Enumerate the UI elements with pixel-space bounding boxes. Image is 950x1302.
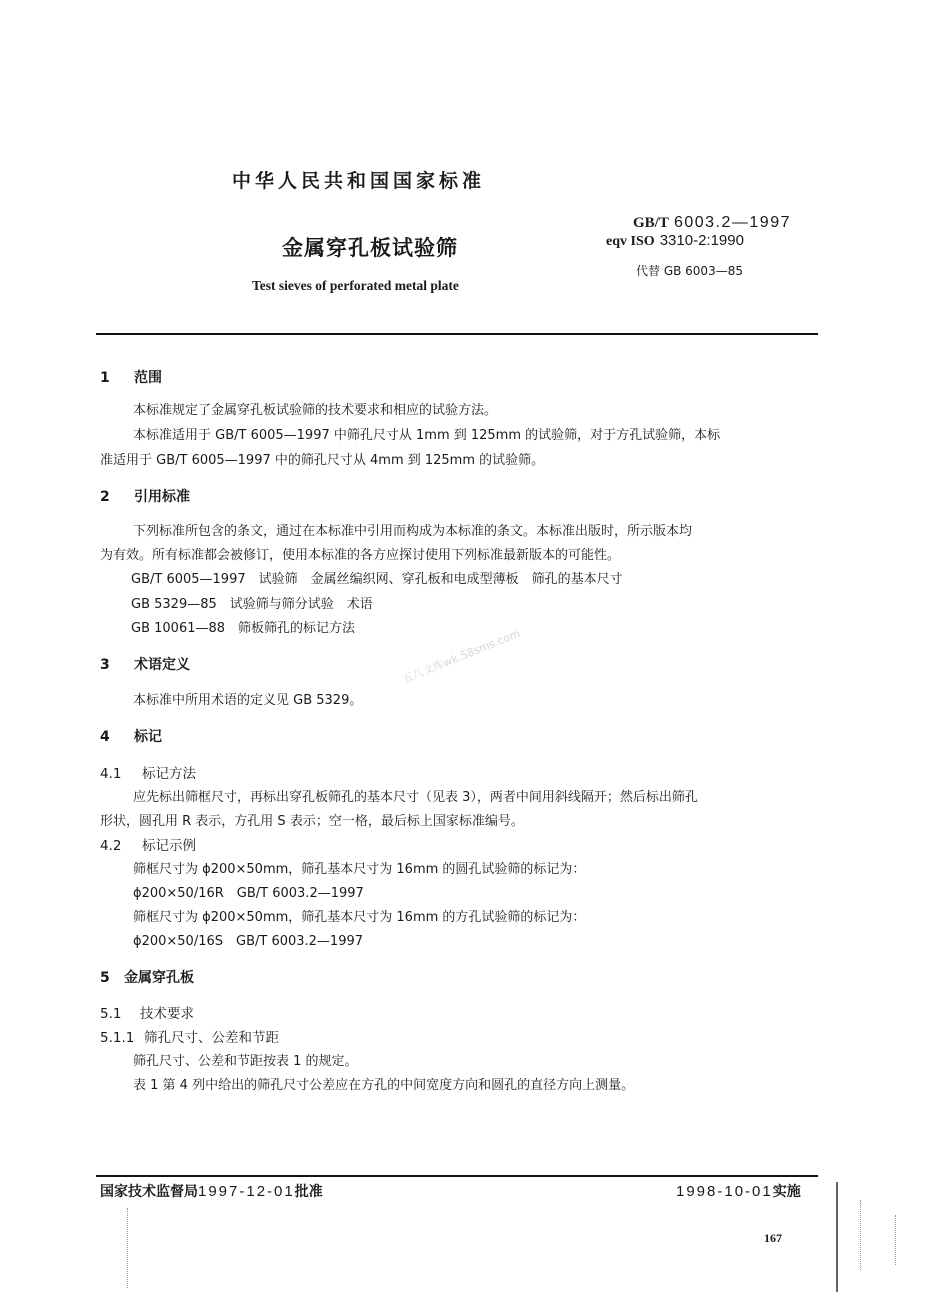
section-1-para-1: 本标准规定了金属穿孔板试验筛的技术要求和相应的试验方法。	[133, 403, 498, 418]
footer-rule	[96, 1175, 818, 1177]
section-2-heading	[100, 486, 190, 506]
section-1-para-2-line-2: 准适用于 GB/T 6005—1997 中的筛孔尺寸从 4mm 到 125mm 的试验筛。	[100, 453, 545, 468]
section-2-para-line-1: 下列标准所包含的条文，通过在本标准中引用而构成为本标准的条文。本标准出版时，所示版本均	[133, 524, 693, 539]
subsection-5-1-number: 5.1	[100, 1006, 122, 1022]
subsection-5-1-heading	[100, 1002, 194, 1022]
example-2-marking: ϕ200×50/16S GB/T 6003.2—1997	[133, 934, 364, 949]
subsection-4-1-heading	[100, 762, 196, 782]
section-1-heading	[100, 367, 162, 387]
subsection-4-1-para-line-2: 形状，圆孔用 R 表示，方孔用 S 表示；空一格，最后标上国家标准编号。	[100, 814, 524, 829]
scan-edge-line	[836, 1182, 838, 1292]
subsection-4-2-heading	[100, 834, 196, 854]
section-2-para-line-2: 为有效。所有标准都会被修订，使用本标准的各方应探讨使用下列标准最新版本的可能性。	[100, 548, 621, 563]
effective-line	[676, 1181, 801, 1201]
section-1-title: 范围	[134, 370, 162, 386]
section-4-heading	[100, 726, 162, 746]
effective-suffix: 实施	[772, 1184, 801, 1200]
section-3-heading	[100, 654, 190, 674]
scan-dotted-line	[127, 1208, 128, 1288]
effective-date: 1998-10-01	[676, 1183, 773, 1200]
approval-date: 1997-12-01	[198, 1183, 295, 1200]
section-1-number: 1	[100, 370, 110, 386]
reference-item: GB 5329—85 试验筛与筛分试验 术语	[131, 597, 373, 612]
subsection-4-1-number: 4.1	[100, 766, 122, 782]
eqv-number: 3310-2:1990	[659, 232, 744, 249]
section-5-heading	[100, 967, 194, 987]
document-title-en: Test sieves of perforated metal plate	[252, 278, 459, 293]
section-5-para-2: 表 1 第 4 列中给出的筛孔尺寸公差应在方孔的中间宽度方向和圆孔的直径方向上测量。	[133, 1078, 635, 1093]
approval-line	[100, 1181, 323, 1201]
document-title-cn: 金属穿孔板试验筛	[282, 236, 458, 260]
section-5-number: 5	[100, 970, 110, 986]
subsection-5-1-1-title: 筛孔尺寸、公差和节距	[144, 1030, 279, 1046]
section-2-title: 引用标准	[134, 489, 190, 505]
subsection-5-1-title: 技术要求	[140, 1006, 194, 1022]
section-4-number: 4	[100, 729, 110, 745]
section-1-para-2-line-1: 本标准适用于 GB/T 6005—1997 中筛孔尺寸从 1mm 到 125mm 的试验筛，对于方孔试验筛，本标	[133, 428, 721, 443]
reference-item: GB 10061—88 筛板筛孔的标记方法	[131, 621, 356, 636]
equivalent-standard	[606, 230, 744, 250]
approval-org: 国家技术监督局	[100, 1184, 198, 1200]
scan-dotted-line	[860, 1200, 861, 1270]
watermark: 五八文库wk.58sms.com	[400, 626, 523, 687]
eqv-prefix: eqv ISO	[606, 234, 655, 249]
standard-code-prefix: GB/T	[633, 215, 669, 231]
section-3-para: 本标准中所用术语的定义见 GB 5329。	[133, 693, 363, 708]
page-number: 167	[764, 1231, 782, 1245]
example-2-description: 筛框尺寸为 ϕ200×50mm，筛孔基本尺寸为 16mm 的方孔试验筛的标记为：	[133, 910, 586, 925]
section-3-title: 术语定义	[134, 657, 190, 673]
national-standard-heading: 中华人民共和国国家标准	[232, 170, 486, 192]
approval-suffix: 批准	[294, 1184, 323, 1200]
subsection-4-1-title: 标记方法	[142, 766, 196, 782]
section-2-number: 2	[100, 489, 110, 505]
standard-code-number: 6003.2—1997	[673, 214, 791, 231]
subsection-4-2-title: 标记示例	[142, 838, 196, 854]
example-1-marking: ϕ200×50/16R GB/T 6003.2—1997	[133, 886, 364, 901]
section-3-number: 3	[100, 657, 110, 673]
subsection-5-1-1-number: 5.1.1	[100, 1030, 135, 1046]
section-4-title: 标记	[134, 729, 162, 745]
subsection-5-1-1-heading	[100, 1026, 279, 1046]
standard-code	[633, 212, 791, 232]
scan-dotted-line	[895, 1215, 896, 1265]
replaces-note: 代替 GB 6003—85	[636, 264, 743, 278]
subsection-4-1-para-line-1: 应先标出筛框尺寸，再标出穿孔板筛孔的基本尺寸（见表 3），两者中间用斜线隔开；然后标出筛孔	[133, 790, 698, 805]
section-5-title: 金属穿孔板	[124, 970, 194, 986]
subsection-4-2-number: 4.2	[100, 838, 122, 854]
section-5-para-1: 筛孔尺寸、公差和节距按表 1 的规定。	[133, 1054, 358, 1069]
reference-item: GB/T 6005—1997 试验筛 金属丝编织网、穿孔板和电成型薄板 筛孔的基本尺寸	[131, 572, 623, 587]
example-1-description: 筛框尺寸为 ϕ200×50mm，筛孔基本尺寸为 16mm 的圆孔试验筛的标记为：	[133, 862, 586, 877]
header-rule	[96, 333, 818, 335]
